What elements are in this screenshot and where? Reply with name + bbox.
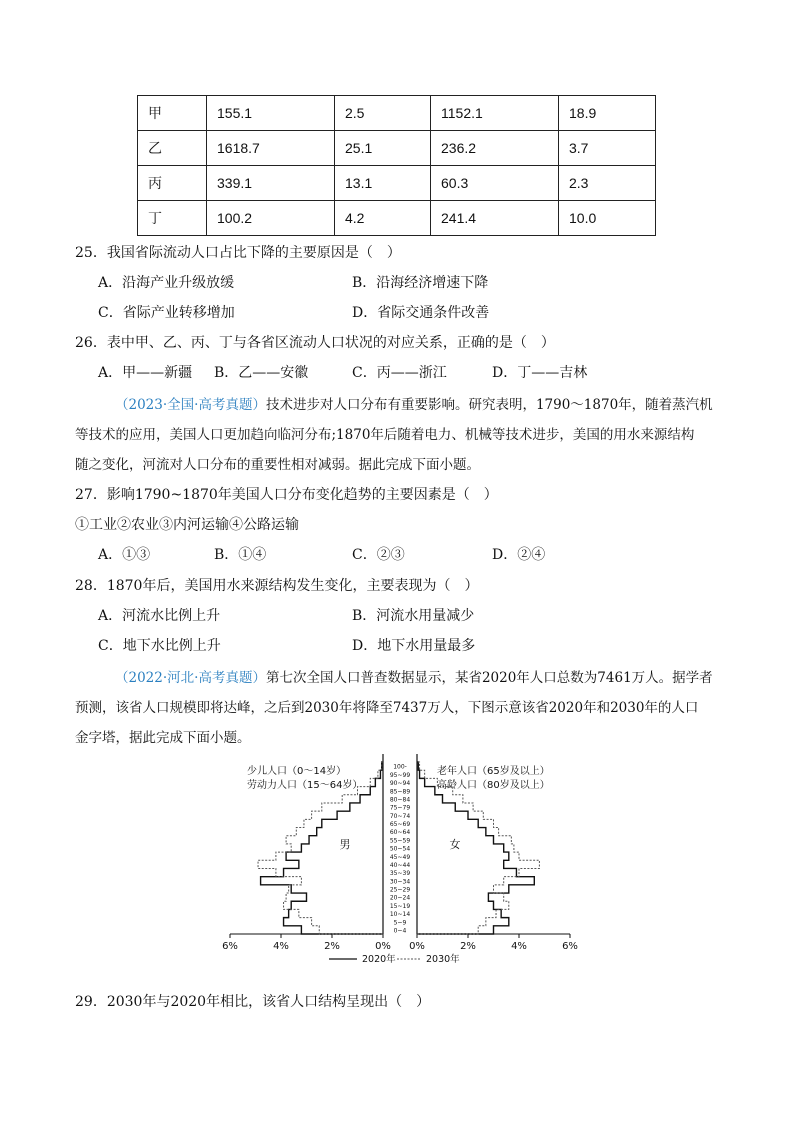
table-row-label: 丙 xyxy=(138,166,207,201)
passage-1-line-1: （2023·全国·高考真题）技术进步对人口分布有重要影响。研究表明，1790～1870年，随着蒸汽机 xyxy=(115,397,713,413)
age-group-label: 25~29 xyxy=(389,886,411,894)
age-group-label: 55~59 xyxy=(389,837,411,845)
question-28-option-d[interactable]: D．地下水用量最多 xyxy=(352,638,476,654)
passage-1-line-3: 随之变化，河流对人口分布的重要性相对减弱。据此完成下面小题。 xyxy=(75,457,480,473)
question-29-stem: 29．2030年与2020年相比，该省人口结构呈现出（ ） xyxy=(75,994,431,1010)
table-cell: 25.1 xyxy=(335,131,431,166)
question-27-option-b[interactable]: B．①④ xyxy=(214,547,267,563)
age-group-label: 85~89 xyxy=(389,788,411,796)
table-cell: 3.7 xyxy=(559,131,656,166)
question-25-option-b[interactable]: B．沿海经济增速下降 xyxy=(352,275,489,291)
legend-left-item: 少儿人口（0～14岁） xyxy=(247,766,347,777)
table-cell: 241.4 xyxy=(431,201,559,236)
x-tick-label: 2% xyxy=(460,941,476,952)
question-26-option-d[interactable]: D．丁——吉林 xyxy=(492,365,588,381)
question-28-option-a[interactable]: A．河流水比例上升 xyxy=(98,608,221,624)
age-group-label: 50~54 xyxy=(389,845,411,853)
passage-2-line-3: 金字塔，据此完成下面小题。 xyxy=(75,730,251,746)
table-row-label: 丁 xyxy=(138,201,207,236)
question-26-stem: 26．表中甲、乙、丙、丁与各省区流动人口状况的对应关系，正确的是（ ） xyxy=(75,335,555,351)
table-cell: 1152.1 xyxy=(431,96,559,131)
female-label: 女 xyxy=(449,838,461,851)
age-group-label: 100- xyxy=(393,763,407,771)
table-row xyxy=(138,201,656,236)
age-group-label: 35~39 xyxy=(389,870,411,878)
age-group-label: 90~94 xyxy=(389,780,411,788)
table-cell: 60.3 xyxy=(431,166,559,201)
age-group-label: 10~14 xyxy=(389,911,411,919)
passage-2-line-2: 预测，该省人口规模即将达峰，之后到2030年将降至7437万人，下图示意该省2020年和2030年的人口 xyxy=(75,700,699,716)
question-28-option-b[interactable]: B．河流水用量减少 xyxy=(352,608,475,624)
x-tick-label: 0% xyxy=(409,941,425,952)
question-25-option-d[interactable]: D．省际交通条件改善 xyxy=(352,305,490,321)
x-tick-label: 2% xyxy=(324,941,340,952)
age-group-label: 45~49 xyxy=(389,853,411,861)
age-group-label: 40~44 xyxy=(389,861,411,869)
male-label: 男 xyxy=(339,838,351,851)
passage-1-source: （2023·全国·高考真题） xyxy=(115,397,266,413)
table-cell: 339.1 xyxy=(207,166,335,201)
age-group-label: 75~79 xyxy=(389,804,411,812)
table-cell: 1618.7 xyxy=(207,131,335,166)
legend-left-item: 劳动力人口（15～64岁） xyxy=(247,780,363,791)
data-table xyxy=(137,95,656,236)
age-group-label: 80~84 xyxy=(389,796,411,804)
table-cell: 100.2 xyxy=(207,201,335,236)
question-27-stem: 27．影响1790~1870年美国人口分布变化趋势的主要因素是（ ） xyxy=(75,487,498,503)
question-27-option-a[interactable]: A．①③ xyxy=(98,547,151,563)
table-row-label: 甲 xyxy=(138,96,207,131)
question-26-option-b[interactable]: B．乙——安徽 xyxy=(214,365,309,381)
question-26-option-a[interactable]: A．甲——新疆 xyxy=(98,365,193,381)
table-cell: 10.0 xyxy=(559,201,656,236)
age-group-label: 15~19 xyxy=(389,902,411,910)
x-tick-label: 4% xyxy=(511,941,527,952)
passage-1-line-2: 等技术的应用，美国人口更加趋向临河分布;1870年后随着电力、机械等技术进步，美国的用水来源结构 xyxy=(75,427,695,443)
age-group-label: 0~4 xyxy=(393,927,407,935)
table-cell: 2.3 xyxy=(559,166,656,201)
passage-2-line-1: （2022·河北·高考真题）第七次全国人口普查数据显示，某省2020年人口总数为7461万人。据学者 xyxy=(115,670,713,686)
age-group-label: 30~34 xyxy=(389,878,411,886)
question-27-option-c[interactable]: C．②③ xyxy=(352,547,405,563)
legend-right-item: 老年人口（65岁及以上） xyxy=(437,766,550,777)
question-28-stem: 28．1870年后，美国用水来源结构发生变化，主要表现为（ ） xyxy=(75,578,479,594)
passage-2-source: （2022·河北·高考真题） xyxy=(115,670,266,686)
x-tick-label: 6% xyxy=(222,941,238,952)
x-tick-label: 0% xyxy=(375,941,391,952)
question-28-option-c[interactable]: C．地下水比例上升 xyxy=(98,638,221,654)
table-row xyxy=(138,131,656,166)
question-25-option-a[interactable]: A．沿海产业升级放缓 xyxy=(98,275,235,291)
x-tick-label: 6% xyxy=(562,941,578,952)
question-27-option-d[interactable]: D．②④ xyxy=(492,547,546,563)
table-row-label: 乙 xyxy=(138,131,207,166)
legend-2030-label: 2030年 xyxy=(426,954,460,965)
table-cell: 155.1 xyxy=(207,96,335,131)
x-tick-label: 4% xyxy=(273,941,289,952)
table-row xyxy=(138,166,656,201)
age-group-label: 95~99 xyxy=(389,771,411,779)
table-row xyxy=(138,96,656,131)
table-cell: 13.1 xyxy=(335,166,431,201)
question-25-option-c[interactable]: C．省际产业转移增加 xyxy=(98,305,235,321)
legend-2020-label: 2020年 xyxy=(362,954,396,965)
age-group-label: 60~64 xyxy=(389,829,411,837)
age-group-label: 70~74 xyxy=(389,812,411,820)
table-cell: 236.2 xyxy=(431,131,559,166)
age-group-label: 65~69 xyxy=(389,821,411,829)
table-cell: 18.9 xyxy=(559,96,656,131)
population-pyramid-chart xyxy=(222,750,578,972)
age-group-label: 20~24 xyxy=(389,894,411,902)
question-26-option-c[interactable]: C．丙——浙江 xyxy=(352,365,447,381)
age-group-label: 5~9 xyxy=(393,919,407,927)
legend-right-item: 高龄人口（80岁及以上） xyxy=(437,780,550,791)
question-25-stem: 25．我国省际流动人口占比下降的主要原因是（ ） xyxy=(75,245,401,261)
table-cell: 2.5 xyxy=(335,96,431,131)
question-27-items: ①工业②农业③内河运输④公路运输 xyxy=(75,517,299,533)
table-cell: 4.2 xyxy=(335,201,431,236)
